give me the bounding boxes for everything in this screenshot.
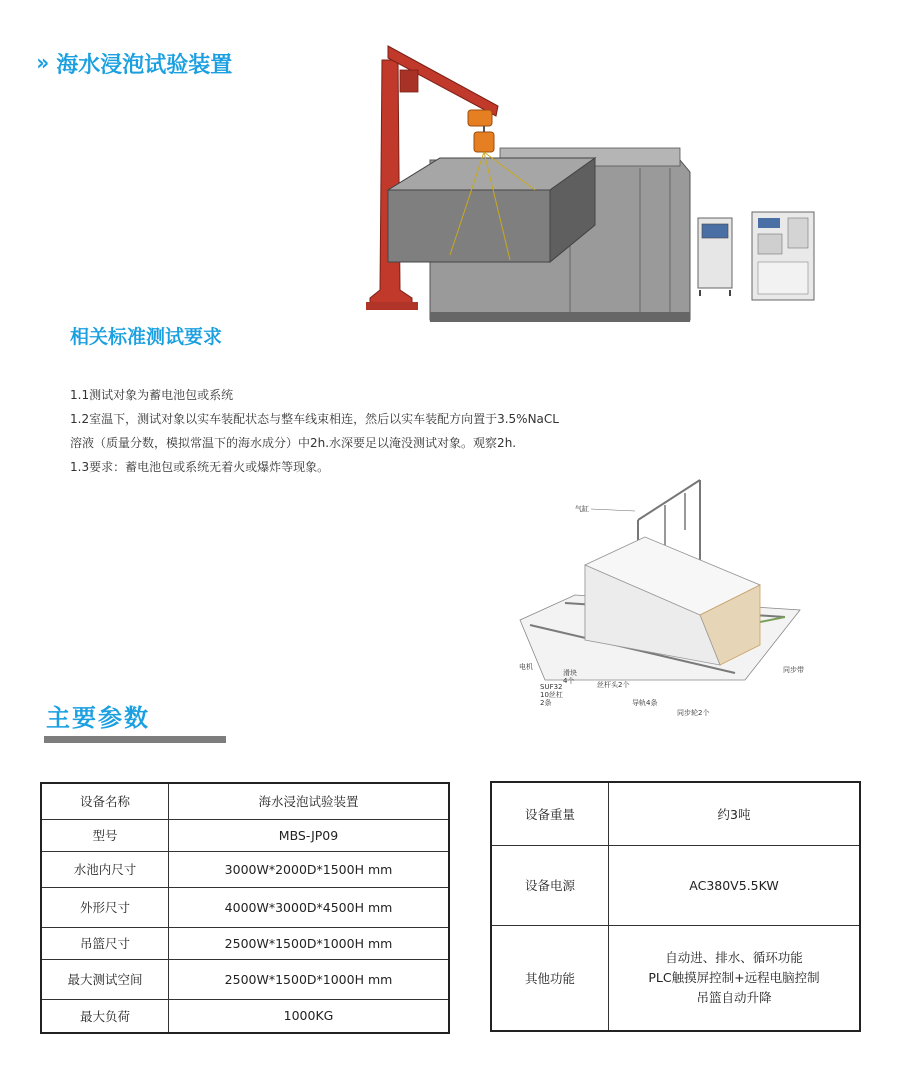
standard-line: 溶液（质量分数，模拟常温下的海水成分）中2h.水深要足以淹没测试对象。观察2h.: [70, 436, 517, 450]
label-slider: 滑块: [563, 669, 577, 677]
param-value: 海水浸泡试验装置: [169, 783, 450, 819]
label-suf-1: SUF32: [540, 683, 563, 691]
page-header: [36, 48, 232, 79]
params-title-underline: [44, 736, 226, 743]
table-row: [491, 845, 860, 925]
param-value: 4000W*3000D*4500H mm: [169, 887, 450, 927]
standard-line: 1.3要求：蓄电池包或系统无着火或爆炸等现象。: [70, 460, 330, 474]
double-chevron-icon: »: [36, 51, 44, 76]
param-key: 设备电源: [491, 845, 609, 925]
label-suf-2: 10丝杠: [540, 691, 563, 699]
param-key: 设备重量: [491, 782, 609, 845]
param-key: 最大测试空间: [41, 959, 169, 999]
param-value: 3000W*2000D*1500H mm: [169, 851, 450, 887]
param-value: MBS-JP09: [169, 819, 450, 851]
label-cylinder: 气缸: [575, 505, 589, 513]
table-row: [41, 887, 449, 927]
param-value: 1000KG: [169, 999, 450, 1033]
label-suf-3: 2条: [540, 699, 552, 707]
page-title: 海水浸泡试验装置: [56, 53, 233, 78]
label-sync-wheel: 同步轮2个: [677, 709, 710, 717]
param-value: 2500W*1500D*1000H mm: [169, 959, 450, 999]
label-screw-head: 丝杆头2个: [597, 681, 630, 689]
param-key: 吊篮尺寸: [41, 927, 169, 959]
table-row: [491, 782, 860, 845]
table-row: [41, 959, 449, 999]
function-line: 自动进、排水、循环功能: [665, 949, 803, 965]
params-title: 主要参数: [46, 704, 150, 732]
standard-line: 1.1测试对象为蓄电池包或系统: [70, 388, 234, 402]
crane-base: [366, 302, 418, 310]
table-row: [41, 819, 449, 851]
param-key: 最大负荷: [41, 999, 169, 1033]
label-guide-rail: 导轨4条: [632, 699, 658, 707]
standards-list: [70, 383, 630, 479]
param-key: 设备名称: [41, 783, 169, 819]
label-sync-belt: 同步带: [783, 666, 804, 674]
table-row: [491, 925, 860, 1031]
standards-title: 相关标准测试要求: [70, 326, 223, 348]
param-key: 外形尺寸: [41, 887, 169, 927]
param-value: [609, 925, 861, 1031]
label-slider-qty: 4个: [563, 677, 575, 685]
param-value: 2500W*1500D*1000H mm: [169, 927, 450, 959]
table-row: [41, 999, 449, 1033]
label-motor: 电机: [519, 663, 533, 671]
function-line: PLC触摸屏控制+远程电脑控制: [648, 969, 820, 985]
table-row: [41, 851, 449, 887]
function-line: 吊篮自动升降: [696, 989, 772, 1005]
param-key: 其他功能: [491, 925, 609, 1031]
param-key: 水池内尺寸: [41, 851, 169, 887]
params-table-left: [40, 782, 450, 1034]
table-row: [41, 927, 449, 959]
equipment-illustration: [360, 40, 830, 330]
params-table-right: [490, 781, 861, 1032]
mechanism-diagram: [505, 475, 805, 725]
param-value: AC380V5.5KW: [609, 845, 861, 925]
table-row: [41, 783, 449, 819]
param-value: 约3吨: [609, 782, 861, 845]
standard-line: 1.2室温下，测试对象以实车装配状态与整车线束相连，然后以实车装配方向置于3.5%NaCL: [70, 412, 559, 426]
param-key: 型号: [41, 819, 169, 851]
hoist: [468, 110, 492, 126]
